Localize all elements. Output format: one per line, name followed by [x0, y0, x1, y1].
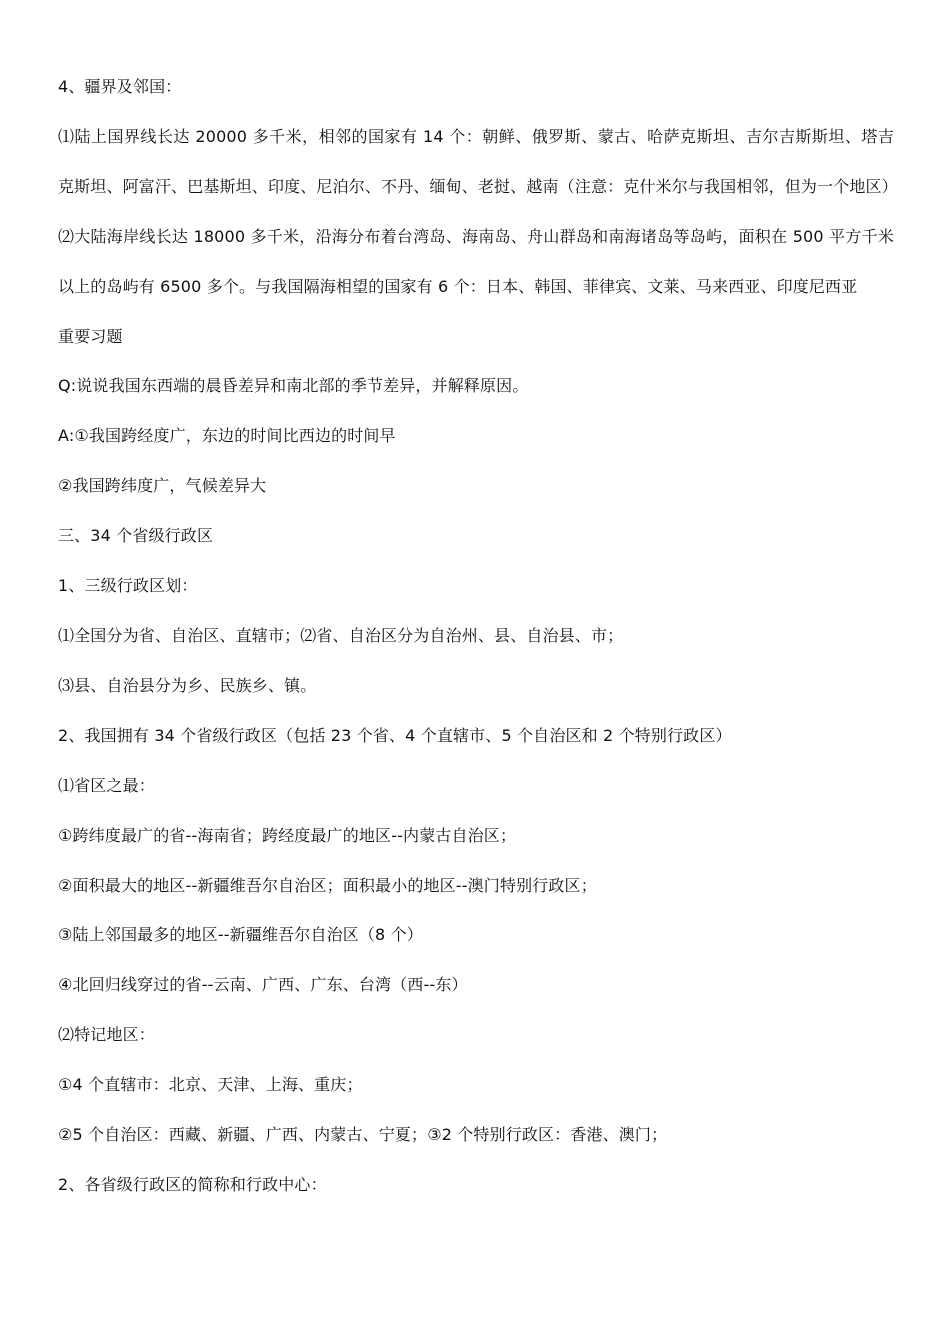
question-text: Q:说说我国东西端的晨昏差异和南北部的季节差异，并解释原因。: [58, 376, 529, 396]
section-heading-borders: 4、疆界及邻国：: [58, 77, 182, 96]
list-item-admin-2: ⑶县、自治县分为乡、民族乡、镇。: [58, 675, 317, 695]
list-item-municipalities: ①4 个直辖市：北京、天津、上海、重庆；: [58, 1075, 363, 1095]
heading-key-exercises: 重要习题: [58, 326, 123, 346]
paragraph-coastline: ⑵大陆海岸线长达 18000 多千米，沿海分布着台湾岛、海南岛、舟山群岛和南海诸岛等岛屿，面积在 500 平方千米以上的岛屿有 6500 多个。与我国隔海相望的国家有 6 个：日本、韩国、菲律宾、文莱、马来西亚、印度尼西亚: [58, 226, 894, 296]
list-item-record-1: ①跨纬度最广的省--海南省；跨经度最广的地区--内蒙古自治区；: [58, 825, 517, 845]
subheading-abbreviations: 2、各省级行政区的简称和行政中心：: [58, 1174, 327, 1194]
answer-line-1: A:①我国跨经度广，东边的时间比西边的时间早: [58, 426, 396, 446]
subheading-province-records: ⑴省区之最：: [58, 775, 155, 795]
subheading-admin-levels: 1、三级行政区划：: [58, 576, 198, 596]
document-body: [58, 62, 898, 1210]
subheading-special-regions: ⑵特记地区：: [58, 1025, 155, 1045]
answer-line-2: ②我国跨纬度广，气候差异大: [58, 476, 267, 496]
list-item-record-3: ③陆上邻国最多的地区--新疆维吾尔自治区（8 个）: [58, 925, 423, 945]
section-heading-provinces: 三、34 个省级行政区: [58, 526, 214, 546]
list-item-record-2: ②面积最大的地区--新疆维吾尔自治区；面积最小的地区--澳门特别行政区；: [58, 875, 597, 895]
paragraph-land-borders: ⑴陆上国界线长达 20000 多千米，相邻的国家有 14 个：朝鲜、俄罗斯、蒙古、哈萨克斯坦、吉尔吉斯斯坦、塔吉克斯坦、阿富汗、巴基斯坦、印度、尼泊尔、不丹、缅甸、老挝、越南（注意：克什米尔与我国相邻，但为一个地区）: [58, 126, 898, 196]
list-item-autonomous-regions: ②5 个自治区：西藏、新疆、广西、内蒙古、宁夏；③2 个特别行政区：香港、澳门；: [58, 1125, 668, 1145]
list-item-record-4: ④北回归线穿过的省--云南、广西、广东、台湾（西--东）: [58, 975, 468, 995]
subheading-province-count: 2、我国拥有 34 个省级行政区（包括 23 个省、4 个直辖市、5 个自治区和 2 个特别行政区）: [58, 725, 732, 745]
list-item-admin-1: ⑴全国分为省、自治区、直辖市；⑵省、自治区分为自治州、县、自治县、市；: [58, 625, 624, 645]
